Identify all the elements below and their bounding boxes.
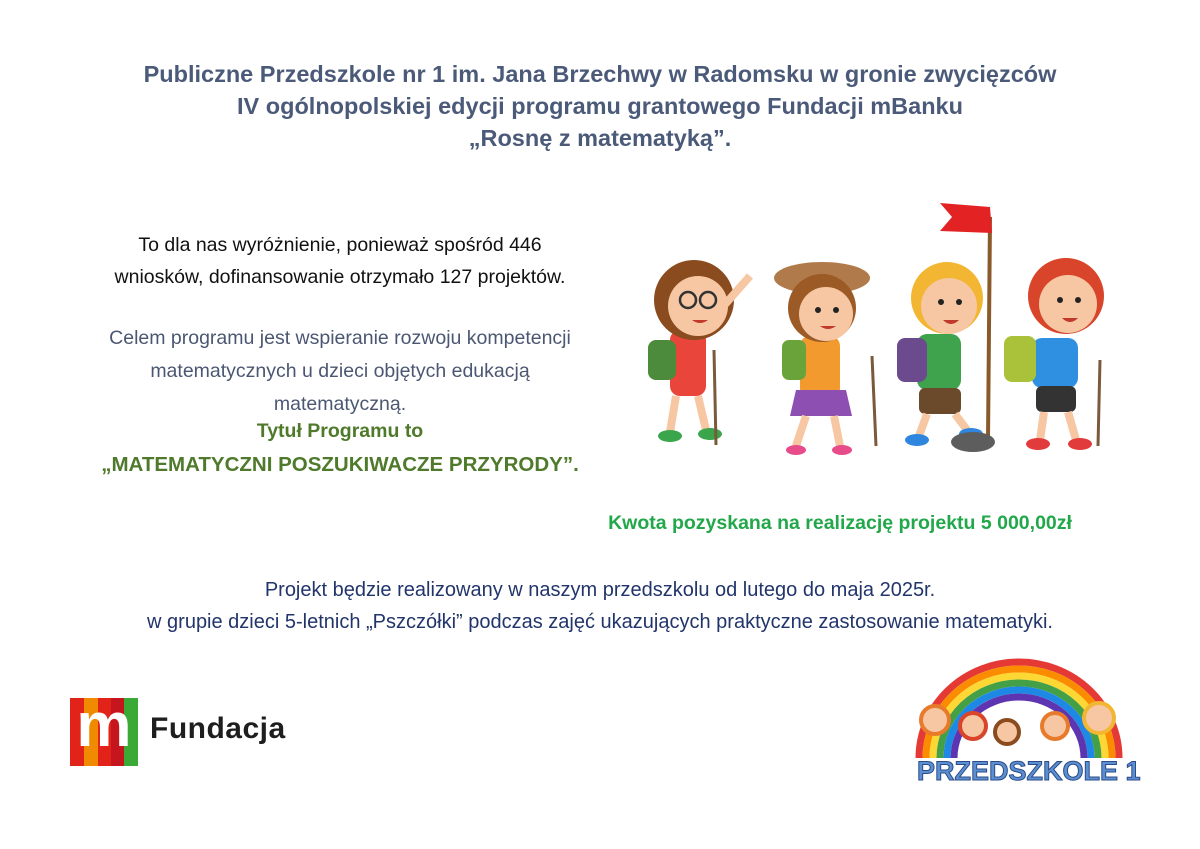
przedszkole-rainbow-logo — [895, 640, 1145, 790]
intro-line-1: To dla nas wyróżnienie, ponieważ spośród 446 — [138, 234, 542, 256]
przedszkole-label: PRZEDSZKOLE 1 — [917, 756, 1141, 786]
mbank-letter: m — [76, 691, 132, 760]
fundacja-label: Fundacja — [150, 712, 286, 745]
program-name: „MATEMATYCZNI POSZUKIWACZE PRZYRODY”. — [101, 453, 579, 476]
title-line-2: IV ogólnopolskiej edycji programu grantowego Fundacji mBanku — [237, 93, 963, 119]
goal-paragraph — [40, 322, 640, 421]
child-girl-glasses — [648, 260, 750, 445]
project-line-2: w grupie dzieci 5-letnich „Pszczółki” podczas zajęć ukazujących praktyczne zastosowanie matematyki. — [147, 611, 1053, 633]
title-line-1: Publiczne Przedszkole nr 1 im. Jana Brzechwy w Radomsku w gronie zwycięzców — [143, 61, 1057, 87]
project-line-1: Projekt będzie realizowany w naszym przedszkolu od lutego do maja 2025r. — [264, 579, 936, 601]
project-description — [40, 574, 1160, 638]
funding-amount: Kwota pozyskana na realizację projektu 5 000,00zł — [608, 512, 1072, 534]
goal-line-2: matematycznych u dzieci objętych edukacją — [150, 360, 530, 382]
hiking-children-illustration — [630, 195, 1120, 455]
child-boy-red-hair — [1004, 258, 1104, 450]
fundacja-mbank-logo — [70, 691, 310, 766]
title-line-3: „Rosnę z matematyką”. — [468, 125, 732, 151]
page-title — [40, 58, 1160, 154]
intro-line-2: wniosków, dofinansowanie otrzymało 127 projektów. — [114, 266, 566, 288]
child-boy-flag — [897, 262, 995, 452]
goal-line-3: matematyczną. — [273, 393, 407, 415]
goal-line-1: Celem programu jest wspieranie rozwoju kompetencji — [109, 327, 571, 349]
program-title-label: Tytuł Programu to — [256, 420, 424, 442]
intro-paragraph — [40, 229, 640, 293]
child-girl-hat — [774, 262, 876, 455]
